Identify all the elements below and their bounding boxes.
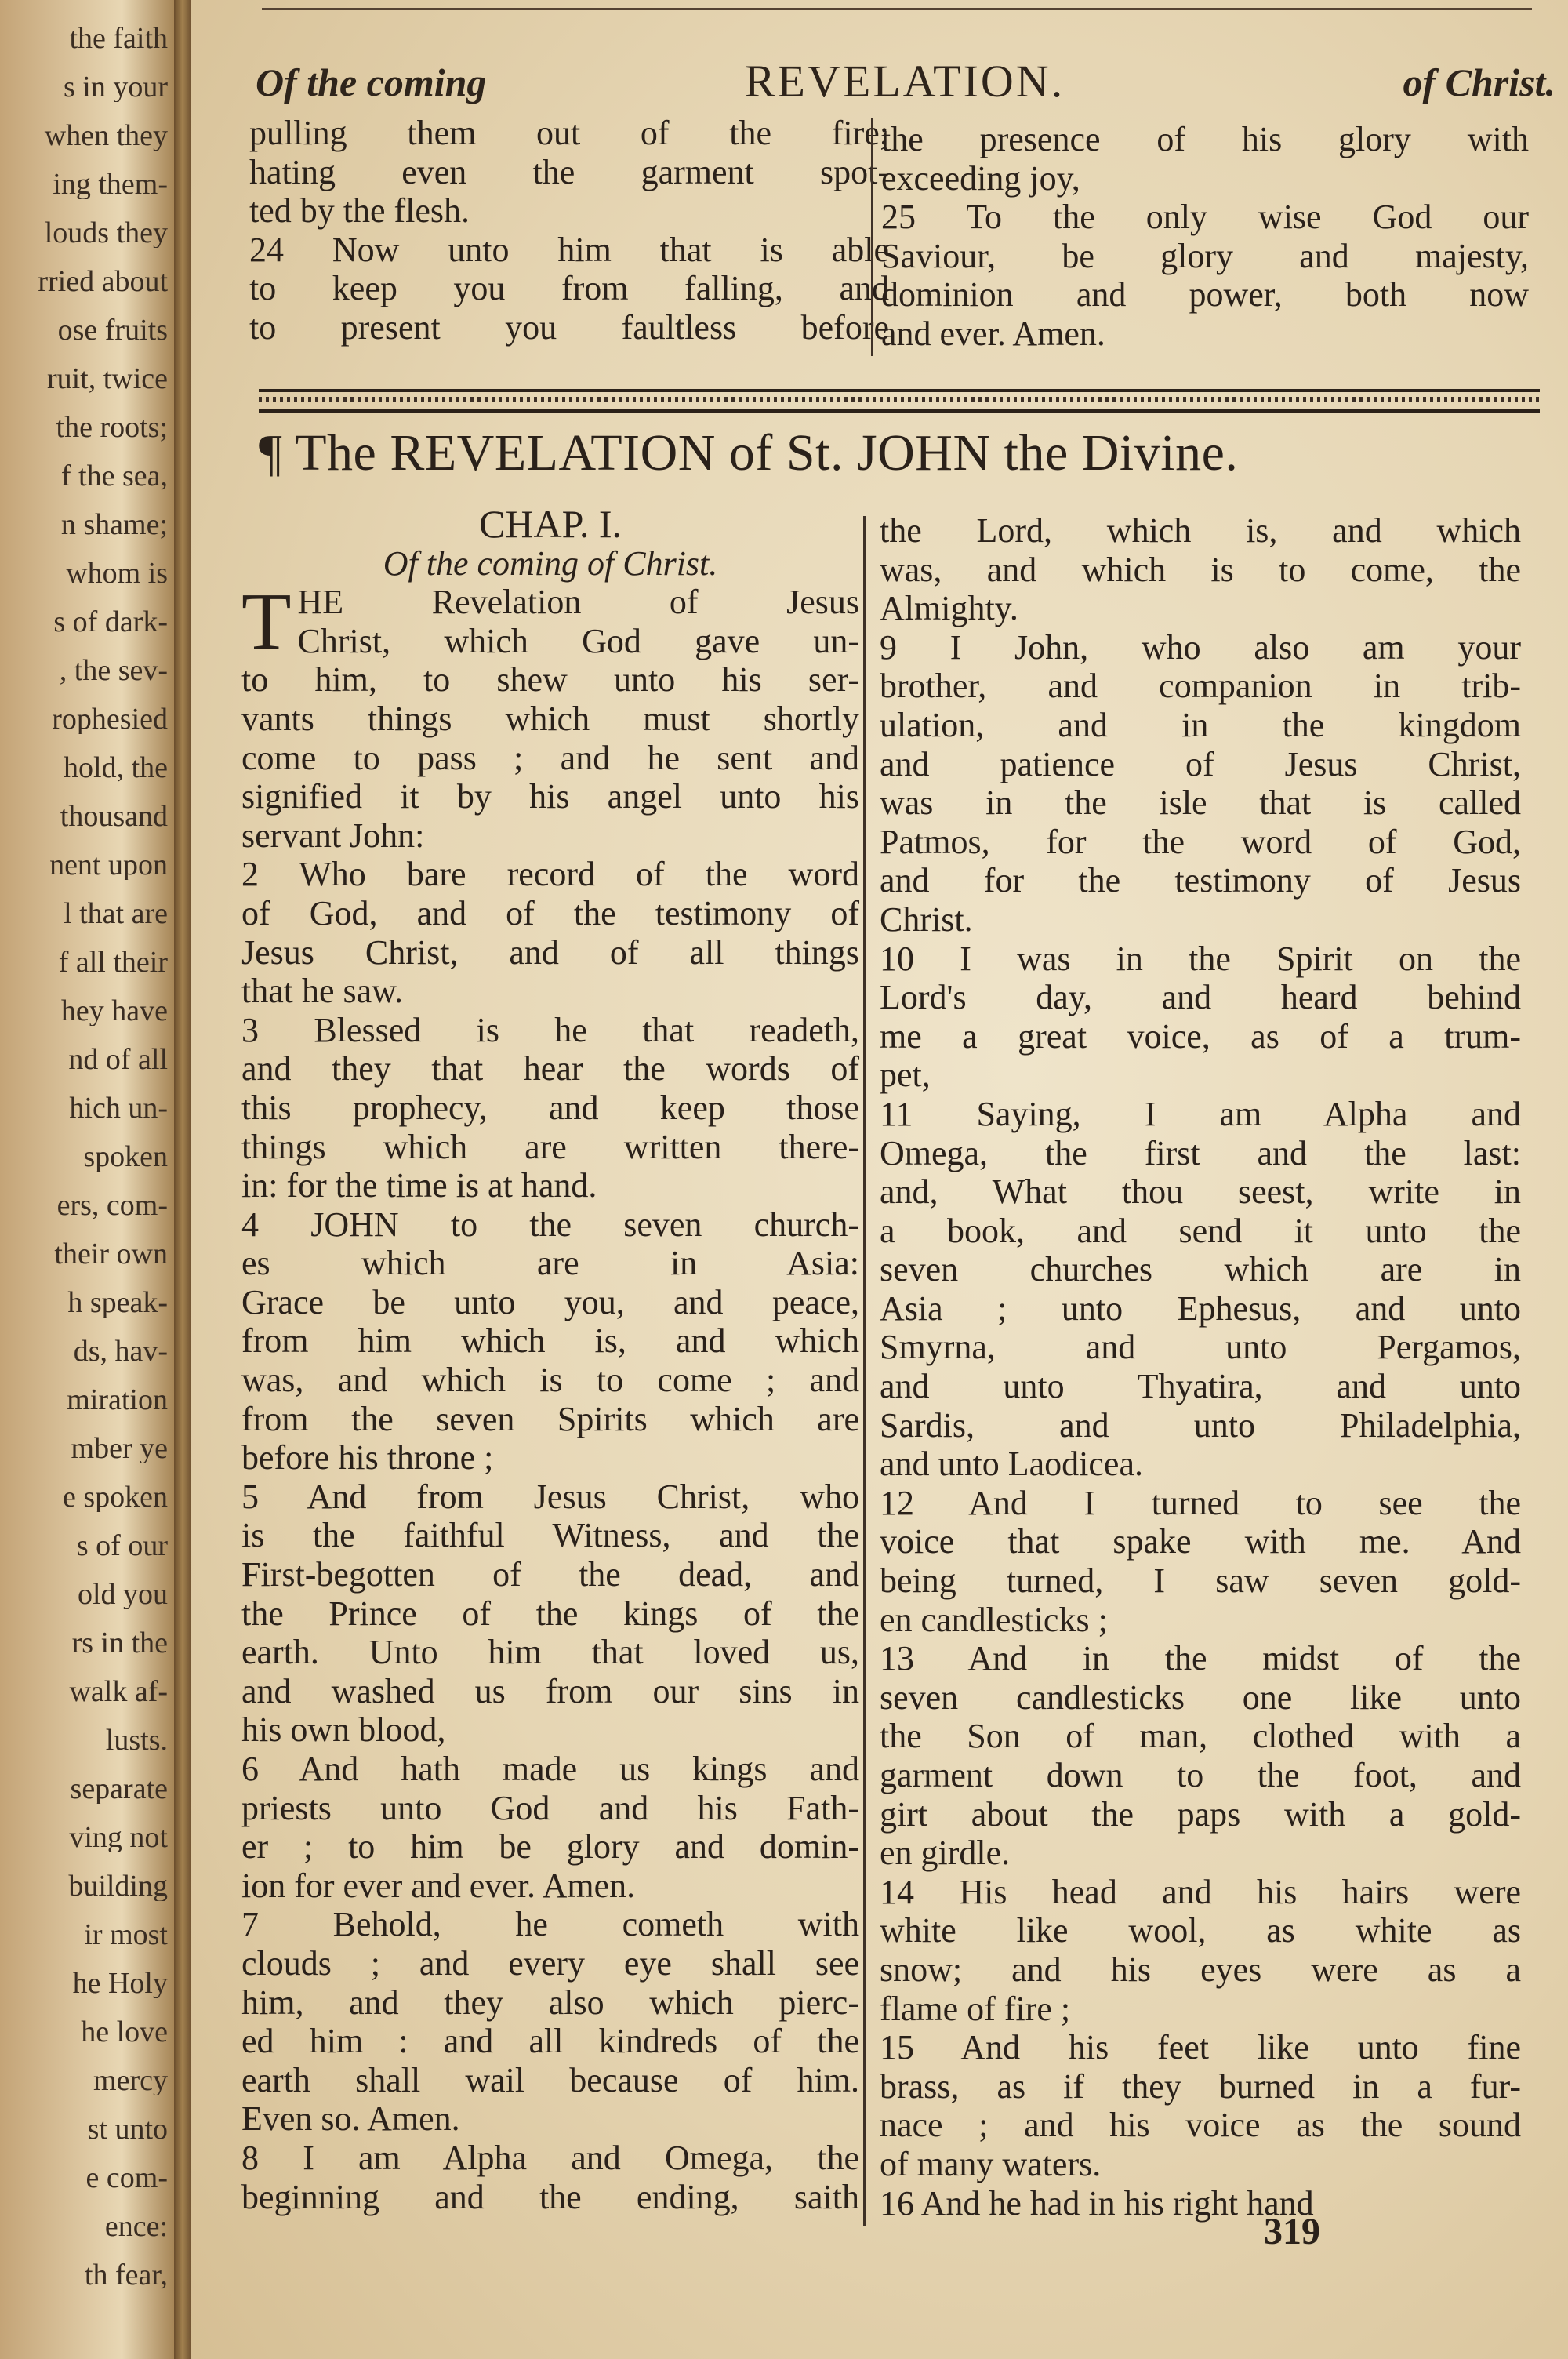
text-line: 4 JOHN to the seven church- <box>241 1205 859 1244</box>
facing-page-line: mber ye <box>71 1434 168 1463</box>
text-line: from the seven Spirits which are <box>241 1399 859 1438</box>
facing-page-line: thousand <box>60 801 168 831</box>
facing-page-line: rs in the <box>71 1628 168 1658</box>
facing-page-line: s of dark- <box>53 607 168 637</box>
text-line: 14 His head and his hairs were <box>880 1872 1521 1911</box>
text-line: things which are written there- <box>241 1127 859 1166</box>
text-line: me a great voice, as of a trum- <box>880 1016 1521 1056</box>
text-line: ted by the flesh. <box>249 191 470 231</box>
text-line: 15 And his feet like unto fine <box>880 2028 1521 2067</box>
facing-page-line: ds, hav- <box>73 1336 168 1366</box>
text-line: priests unto God and his Fath- <box>241 1788 859 1827</box>
text-line: exceeding joy, <box>881 158 1080 198</box>
facing-page-line: lusts. <box>105 1725 168 1755</box>
header-left: Of the coming <box>256 60 487 104</box>
text-line: was, and which is to come ; and <box>241 1361 859 1400</box>
text-line: ed him : and all kindreds of the <box>241 2022 859 2061</box>
chapter-heading: CHAP. I. <box>479 502 622 546</box>
header-center: REVELATION. <box>744 56 1065 107</box>
chapter-left-column <box>241 502 859 2216</box>
text-line: was in the isle that is called <box>880 783 1521 823</box>
text-line: brass, as if they burned in a fur- <box>880 2066 1521 2106</box>
text-line: the Prince of the kings of the <box>241 1594 859 1633</box>
column-rule-top <box>871 118 873 356</box>
facing-page-line: louds they <box>44 218 168 248</box>
text-line: 6 And hath made us kings and <box>241 1750 859 1788</box>
facing-page-line: ing them- <box>53 169 168 199</box>
book-gutter <box>174 0 191 2359</box>
text-line: his own blood, <box>241 1710 446 1750</box>
text-line: come to pass ; and he sent and <box>241 738 859 777</box>
text-line: Grace be unto you, and peace, <box>241 1282 859 1321</box>
section-divider <box>259 389 1540 413</box>
facing-page-line: walk af- <box>69 1677 168 1707</box>
text-line: a book, and send it unto the <box>880 1211 1521 1250</box>
facing-page-line: he Holy <box>72 1968 168 1998</box>
text-line: this prophecy, and keep those <box>241 1088 859 1127</box>
facing-page-line: nent upon <box>49 850 168 880</box>
text-line: HE Revelation of Jesus <box>297 583 859 622</box>
facing-page-line: their own <box>54 1239 168 1269</box>
text-line: 9 I John, who also am your <box>880 627 1521 667</box>
text-line: the presence of his glory with <box>881 120 1529 158</box>
facing-page <box>0 0 174 2359</box>
text-line: hating even the garment spot- <box>249 152 889 191</box>
facing-page-line: ving not <box>69 1823 168 1852</box>
text-line: earth. Unto him that loved us, <box>241 1633 859 1672</box>
facing-page-line: h speak- <box>67 1288 168 1318</box>
text-line: en candlesticks ; <box>880 1600 1108 1639</box>
facing-page-line: st unto <box>87 2114 168 2144</box>
facing-page-line: rophesied <box>52 704 168 734</box>
text-line: 10 I was in the Spirit on the <box>880 939 1521 978</box>
text-line: Patmos, for the word of God, <box>880 822 1521 861</box>
text-line: and they that hear the words of <box>241 1049 859 1089</box>
text-line: white like wool, as white as <box>880 1911 1521 1950</box>
facing-page-line: s in your <box>64 72 168 102</box>
book-title: ¶ The REVELATION of St. JOHN the Divine. <box>259 424 1239 482</box>
text-line: to present you faultless before <box>249 307 889 347</box>
text-line: and washed us from our sins in <box>241 1671 859 1710</box>
text-line: 25 To the only wise God our <box>881 198 1529 237</box>
facing-page-line: th fear, <box>84 2260 168 2290</box>
text-line: 11 Saying, I am Alpha and <box>880 1094 1521 1133</box>
facing-page-line: the roots; <box>56 413 168 442</box>
facing-page-line: mercy <box>93 2066 168 2095</box>
text-line: the Son of man, clothed with a <box>880 1717 1521 1756</box>
facing-page-line: whom is <box>66 558 168 588</box>
text-line: of many waters. <box>880 2144 1102 2183</box>
text-line: from him which is, and which <box>241 1321 859 1361</box>
text-line: Omega, the first and the last: <box>880 1133 1521 1172</box>
text-line: Lord's day, and heard behind <box>880 978 1521 1017</box>
text-line: brother, and companion in trib- <box>880 667 1521 706</box>
facing-page-line: f the sea, <box>60 461 168 491</box>
facing-page-line: ers, com- <box>56 1190 168 1220</box>
text-line: to keep you from falling, and <box>249 269 889 308</box>
text-line: Christ. <box>880 900 973 939</box>
running-header <box>254 52 1555 122</box>
text-line: beginning and the ending, saith <box>241 2177 859 2216</box>
page-number: 319 <box>1264 2211 1320 2252</box>
text-line: being turned, I saw seven gold- <box>880 1561 1521 1601</box>
text-line: to him, to shew unto his ser- <box>241 660 859 700</box>
facing-page-line: s of our <box>76 1531 168 1561</box>
facing-page-line: he love <box>81 2017 168 2047</box>
facing-page-line: f all their <box>58 947 168 977</box>
text-line: him, and they also which pierc- <box>241 1983 859 2022</box>
facing-page-line: ence: <box>104 2212 168 2241</box>
facing-page-line: ruit, twice <box>46 364 168 394</box>
text-line: that he saw. <box>241 972 404 1011</box>
text-line: and, What thou seest, write in <box>880 1172 1521 1212</box>
text-line: Saviour, be glory and majesty, <box>881 236 1529 275</box>
text-line: 13 And in the midst of the <box>880 1639 1521 1678</box>
text-line: dominion and power, both now <box>881 275 1529 314</box>
text-line: 24 Now unto him that is able <box>249 230 889 269</box>
text-line: ion for ever and ever. Amen. <box>241 1866 636 1905</box>
text-line: ulation, and in the kingdom <box>880 705 1521 744</box>
facing-page-line: n shame; <box>60 510 168 540</box>
text-line: and unto Laodicea. <box>880 1445 1143 1484</box>
text-line: pulling them out of the fire; <box>249 114 889 152</box>
text-line: Jesus Christ, and of all things <box>241 932 859 972</box>
text-line: was, and which is to come, the <box>880 550 1521 589</box>
text-line: en girdle. <box>880 1834 1011 1873</box>
facing-page-line: e com- <box>85 2163 168 2193</box>
text-line: er ; to him be glory and domin- <box>241 1827 859 1866</box>
text-line: garment down to the foot, and <box>880 1756 1521 1794</box>
text-line: servant John: <box>241 816 425 855</box>
text-line: Christ, which God gave un- <box>297 621 859 660</box>
text-line: before his throne ; <box>241 1438 494 1478</box>
drop-capital: T <box>241 576 292 667</box>
facing-page-line: hich un- <box>69 1093 168 1123</box>
text-line: 3 Blessed is he that readeth, <box>241 1010 859 1049</box>
text-line: flame of fire ; <box>880 1989 1071 2028</box>
facing-page-line: ir most <box>84 1920 168 1950</box>
facing-page-line: e spoken <box>62 1482 168 1512</box>
text-line: the Lord, which is, and which <box>880 511 1521 550</box>
text-line: es which are in Asia: <box>241 1244 859 1283</box>
bible-page <box>191 0 1568 2359</box>
text-line: is the faithful Witness, and the <box>241 1516 859 1555</box>
text-line: and unto Thyatira, and unto <box>880 1367 1521 1406</box>
facing-page-line: hold, the <box>64 753 168 783</box>
facing-page-line: miration <box>67 1385 168 1415</box>
facing-page-line: spoken <box>83 1142 168 1172</box>
text-line: vants things which must shortly <box>241 699 859 738</box>
text-line: 12 And I turned to see the <box>880 1483 1521 1522</box>
header-right: of Christ. <box>1403 60 1555 104</box>
text-line: seven candlesticks one like unto <box>880 1677 1521 1717</box>
text-line: Even so. Amen. <box>241 2099 460 2139</box>
text-line: Smyrna, and unto Pergamos, <box>880 1328 1521 1367</box>
facing-page-line: old you <box>77 1579 168 1609</box>
jude-left-column <box>249 114 889 347</box>
text-line: in: for the time is at hand. <box>241 1166 597 1205</box>
text-line: nace ; and his voice as the sound <box>880 2106 1521 2145</box>
facing-page-line: hey have <box>60 996 168 1026</box>
facing-page-line: rried about <box>38 267 168 296</box>
jude-right-column <box>881 120 1529 354</box>
text-line: Almighty. <box>880 589 1018 628</box>
facing-page-line: , the sev- <box>59 656 168 685</box>
facing-page-line: nd of all <box>68 1045 168 1074</box>
text-line: clouds ; and every eye shall see <box>241 1943 859 1983</box>
facing-page-line: when they <box>44 121 168 151</box>
text-line: and ever. Amen. <box>881 314 1105 353</box>
text-line: of God, and of the testimony of <box>241 893 859 932</box>
text-line: signified it by his angel unto his <box>241 777 859 816</box>
facing-page-line: l that are <box>64 899 168 929</box>
text-line: seven churches which are in <box>880 1250 1521 1289</box>
text-line: and patience of Jesus Christ, <box>880 744 1521 783</box>
facing-page-line: building <box>68 1871 168 1901</box>
text-line: earth shall wail because of him. <box>241 2060 859 2099</box>
text-line: and for the testimony of Jesus <box>880 861 1521 900</box>
text-line: Sardis, and unto Philadelphia, <box>880 1405 1521 1445</box>
facing-page-line: separate <box>70 1774 168 1804</box>
text-line: girt about the paps with a gold- <box>880 1794 1521 1834</box>
text-line: pet, <box>880 1056 931 1095</box>
chapter-left-text <box>241 576 859 2216</box>
text-line: Asia ; unto Ephesus, and unto <box>880 1289 1521 1328</box>
text-line: First-begotten of the dead, and <box>241 1555 859 1594</box>
text-line: 16 And he had in his right hand <box>880 2183 1314 2223</box>
text-line: voice that spake with me. And <box>880 1522 1521 1561</box>
text-line: snow; and his eyes were as a <box>880 1950 1521 1989</box>
column-rule-main <box>863 516 866 2226</box>
text-line: 2 Who bare record of the word <box>241 855 859 894</box>
chapter-summary: Of the coming of Christ. <box>383 543 718 583</box>
text-line: 5 And from Jesus Christ, who <box>241 1477 859 1516</box>
facing-page-line: ose fruits <box>57 315 168 345</box>
chapter-right-column <box>880 511 1521 2223</box>
text-line: 8 I am Alpha and Omega, the <box>241 2138 859 2177</box>
text-line: 7 Behold, he cometh with <box>241 1905 859 1944</box>
facing-page-line: the faith <box>69 24 168 53</box>
top-border <box>262 8 1532 10</box>
